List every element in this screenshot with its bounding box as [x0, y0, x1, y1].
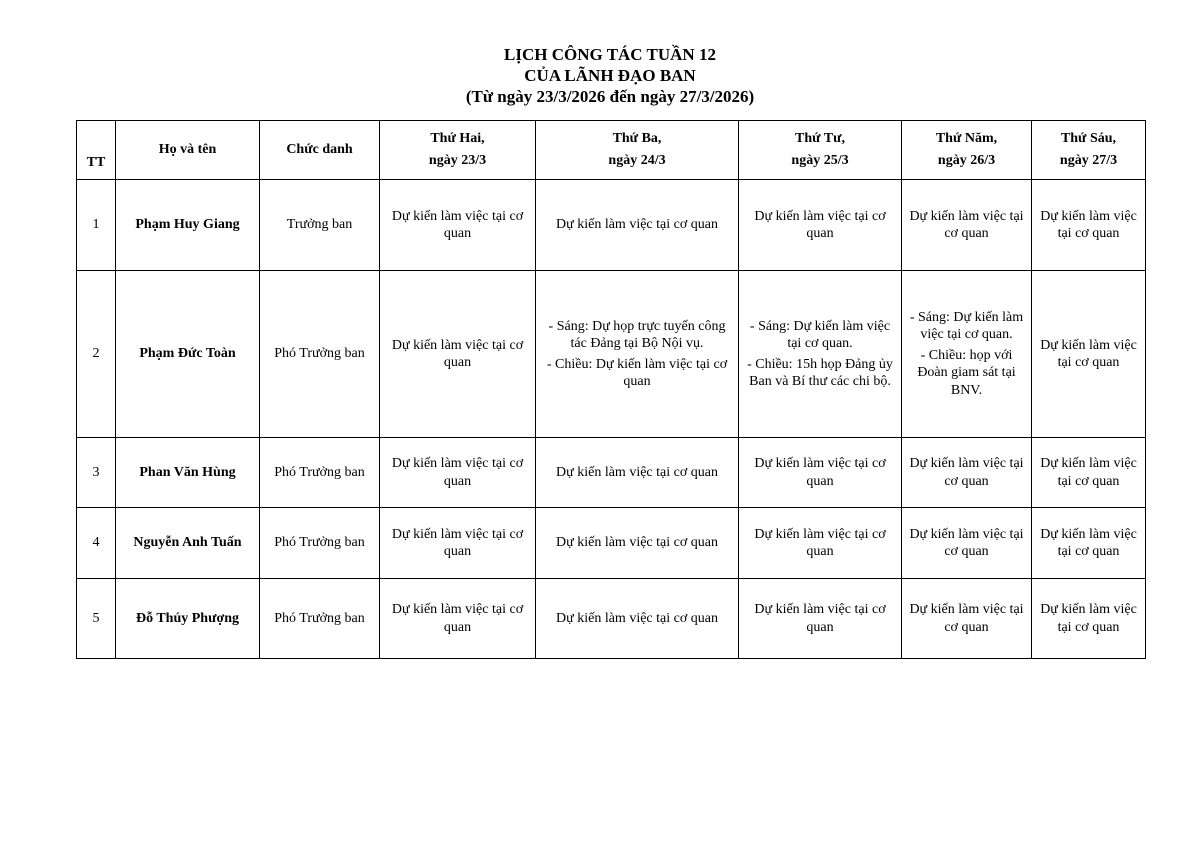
- schedule-cell: [739, 508, 902, 579]
- schedule-item-morning: - Sáng: Dự kiến làm việc tại cơ quan.: [749, 318, 891, 351]
- schedule-item: Dự kiến làm việc tại cơ quan: [556, 464, 718, 480]
- day-date: ngày 26/3: [937, 153, 996, 168]
- person-name: Phan Văn Hùng: [116, 438, 260, 508]
- person-position: Phó Trưởng ban: [260, 508, 380, 579]
- column-header-day-1: [380, 121, 536, 180]
- schedule-item: Dự kiến làm việc tại cơ quan: [1040, 602, 1137, 635]
- schedule-item: Dự kiến làm việc tại cơ quan: [391, 208, 524, 241]
- table-row: [77, 180, 1146, 271]
- person-position: Phó Trưởng ban: [260, 271, 380, 438]
- person-name: Phạm Đức Toàn: [116, 271, 260, 438]
- day-date: ngày 25/3: [791, 153, 849, 168]
- person-position: Phó Trưởng ban: [260, 579, 380, 659]
- schedule-cell: [536, 438, 739, 508]
- schedule-item: Dự kiến làm việc tại cơ quan: [909, 526, 1024, 559]
- row-number: 5: [77, 579, 116, 659]
- header-row: [77, 121, 1146, 180]
- schedule-cell: [902, 271, 1032, 438]
- schedule-item: Dự kiến làm việc tại cơ quan: [556, 535, 718, 551]
- schedule-cell: [1032, 180, 1146, 271]
- day-date: ngày 23/3: [428, 153, 487, 168]
- schedule-item: Dự kiến làm việc tại cơ quan: [1040, 526, 1137, 559]
- schedule-cell: [380, 271, 536, 438]
- table-row: [77, 508, 1146, 579]
- table-row: [77, 438, 1146, 508]
- person-position: Trưởng ban: [260, 180, 380, 271]
- table-row: [77, 271, 1146, 438]
- person-name: Đỗ Thúy Phượng: [116, 579, 260, 659]
- row-number: 2: [77, 271, 116, 438]
- schedule-item-morning: - Sáng: Dự kiến làm việc tại cơ quan.: [909, 309, 1024, 343]
- schedule-cell: [1032, 579, 1146, 659]
- schedule-cell: [902, 180, 1032, 271]
- column-header-tt: [77, 121, 116, 180]
- schedule-item: Dự kiến làm việc tại cơ quan: [1040, 337, 1137, 370]
- schedule-cell: [1032, 271, 1146, 438]
- schedule-cell: [739, 271, 902, 438]
- row-number: 3: [77, 438, 116, 508]
- column-header-position: Chức danh: [260, 121, 380, 180]
- schedule-item: Dự kiến làm việc tại cơ quan: [391, 602, 524, 635]
- person-name: Phạm Huy Giang: [116, 180, 260, 271]
- day-name: Thứ Sáu,: [1060, 131, 1117, 146]
- row-number: 4: [77, 508, 116, 579]
- column-header-day-4: [902, 121, 1032, 180]
- schedule-item: Dự kiến làm việc tại cơ quan: [754, 526, 886, 559]
- day-name: Thứ Hai,: [430, 131, 485, 146]
- schedule-cell: [1032, 438, 1146, 508]
- schedule-item-afternoon: - Chiều: 15h họp Đảng ủy Ban và Bí thư các chi bộ.: [747, 356, 893, 389]
- person-position: Phó Trưởng ban: [260, 438, 380, 508]
- day-date: ngày 27/3: [1059, 153, 1118, 168]
- schedule-cell: [380, 438, 536, 508]
- title-line-2: CỦA LÃNH ĐẠO BAN: [524, 66, 696, 85]
- title-line-3: (Từ ngày 23/3/2026 đến ngày 27/3/2026): [465, 87, 755, 106]
- schedule-item: Dự kiến làm việc tại cơ quan: [754, 456, 886, 489]
- day-name: Thứ Ba,: [612, 131, 662, 146]
- schedule-cell: [380, 180, 536, 271]
- schedule-cell: [902, 438, 1032, 508]
- schedule-cell: [536, 508, 739, 579]
- schedule-cell: [739, 180, 902, 271]
- column-header-day-3: [739, 121, 902, 180]
- schedule-item: Dự kiến làm việc tại cơ quan: [754, 208, 886, 241]
- schedule-cell: [902, 508, 1032, 579]
- day-name: Thứ Năm,: [935, 131, 998, 146]
- schedule-item: Dự kiến làm việc tại cơ quan: [909, 602, 1024, 635]
- schedule-item-afternoon: - Chiều: họp với Đoàn giam sát tại BNV.: [917, 347, 1016, 398]
- schedule-item: Dự kiến làm việc tại cơ quan: [391, 337, 524, 370]
- person-name: Nguyễn Anh Tuấn: [116, 508, 260, 579]
- schedule-item: Dự kiến làm việc tại cơ quan: [1040, 208, 1137, 241]
- title-line-1: LỊCH CÔNG TÁC TUẦN 12: [504, 45, 716, 64]
- schedule-item: Dự kiến làm việc tại cơ quan: [754, 602, 886, 635]
- schedule-cell: [1032, 508, 1146, 579]
- schedule-cell: [380, 579, 536, 659]
- schedule-item: Dự kiến làm việc tại cơ quan: [909, 208, 1024, 241]
- schedule-cell: [536, 271, 739, 438]
- column-header-day-2: [536, 121, 739, 180]
- schedule-item-morning: - Sáng: Dự họp trực tuyến công tác Đảng tại Bộ Nội vụ.: [548, 318, 726, 351]
- schedule-cell: [536, 180, 739, 271]
- row-number: 1: [77, 180, 116, 271]
- schedule-item: Dự kiến làm việc tại cơ quan: [391, 456, 524, 489]
- table-row: [77, 579, 1146, 659]
- schedule-cell: [380, 508, 536, 579]
- schedule-item: Dự kiến làm việc tại cơ quan: [556, 610, 718, 626]
- document-title: [0, 44, 1200, 107]
- schedule-item: Dự kiến làm việc tại cơ quan: [1040, 456, 1137, 489]
- schedule-item: Dự kiến làm việc tại cơ quan: [391, 526, 524, 559]
- schedule-item: Dự kiến làm việc tại cơ quan: [556, 217, 718, 233]
- day-name: Thứ Tư,: [794, 131, 845, 146]
- schedule-cell: [902, 579, 1032, 659]
- schedule-cell: [536, 579, 739, 659]
- schedule-cell: [739, 579, 902, 659]
- column-header-day-5: [1032, 121, 1146, 180]
- schedule-item: Dự kiến làm việc tại cơ quan: [909, 456, 1024, 489]
- schedule-cell: [739, 438, 902, 508]
- tt-label: TT: [86, 154, 106, 170]
- day-date: ngày 24/3: [608, 153, 666, 168]
- schedule-item-afternoon: - Chiều: Dự kiến làm việc tại cơ quan: [546, 356, 728, 389]
- column-header-name: Họ và tên: [116, 121, 260, 180]
- schedule-table: [76, 120, 1146, 659]
